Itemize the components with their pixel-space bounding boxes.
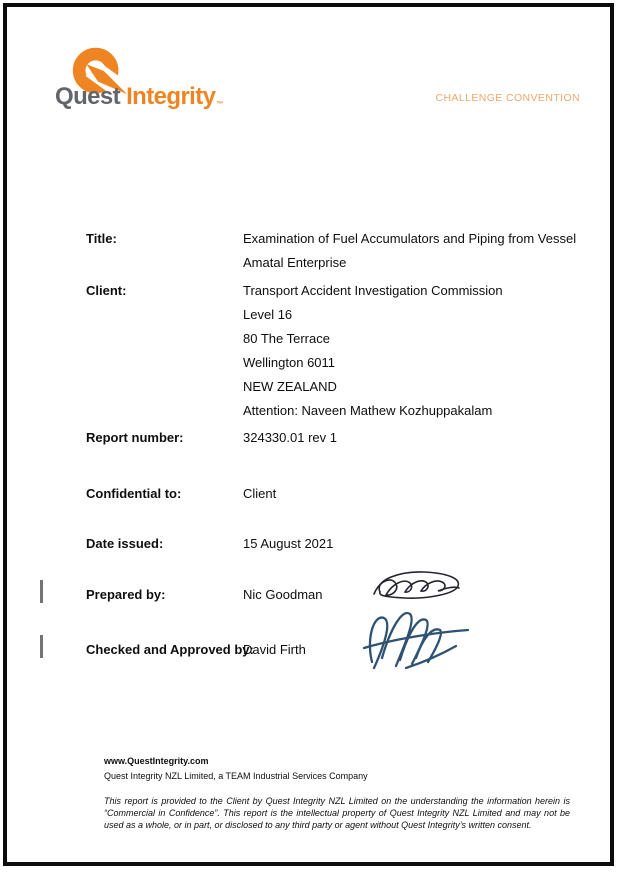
- checked-approved-by-signature: [358, 602, 472, 679]
- field-label-prepared-by: Prepared by:: [86, 587, 166, 602]
- client-address-line2: 80 The Terrace: [243, 331, 330, 346]
- client-address-country: NEW ZEALAND: [243, 379, 337, 394]
- client-address-line3: Wellington 6011: [243, 355, 336, 370]
- footer-website: www.QuestIntegrity.com: [104, 756, 209, 766]
- field-label-confidential-to: Confidential to:: [86, 486, 182, 501]
- field-label-checked-approved-by: Checked and Approved by:: [86, 642, 254, 657]
- footer-company-line: Quest Integrity NZL Limited, a TEAM Industrial Services Company: [104, 771, 368, 781]
- field-value-report-number: 324330.01 rev 1: [243, 430, 337, 445]
- trademark-symbol: ™: [216, 101, 223, 108]
- wordmark-quest: Quest: [55, 83, 121, 110]
- field-label-title: Title:: [86, 231, 117, 246]
- client-attention-line: Attention: Naveen Mathew Kozhuppakalam: [243, 403, 493, 418]
- field-label-date-issued: Date issued:: [86, 536, 164, 551]
- footer-disclaimer: This report is provided to the Client by Quest Integrity NZL Limited on the understanding the information herein is “Commercial in Confidence”. This report is the intellectual property of Quest Integrity NZL Limited and may not be used as a whole, or in part, or disclosed to any third party or agent without Quest Integrity’s written consent.: [104, 796, 570, 830]
- field-value-title-line1: Examination of Fuel Accumulators and Piping from Vessel: [243, 231, 577, 246]
- field-label-client: Client:: [86, 283, 127, 298]
- field-label-report-number: Report number:: [86, 430, 184, 445]
- field-value-prepared-by: Nic Goodman: [243, 587, 323, 602]
- field-value-date-issued: 15 August 2021: [243, 536, 334, 551]
- field-value-title-line2: Amatal Enterprise: [243, 255, 347, 270]
- revision-change-bar-prepared: [40, 580, 43, 603]
- field-value-checked-approved-by: David Firth: [243, 642, 306, 657]
- quest-integrity-wordmark: [55, 83, 222, 111]
- wordmark-integrity: Integrity: [126, 83, 216, 110]
- revision-change-bar-checked: [40, 635, 43, 658]
- field-value-confidential-to: Client: [243, 486, 277, 501]
- brand-tagline: CHALLENGE CONVENTION: [435, 92, 580, 104]
- client-name: Transport Accident Investigation Commission: [243, 283, 503, 298]
- client-address-line1: Level 16: [243, 307, 293, 322]
